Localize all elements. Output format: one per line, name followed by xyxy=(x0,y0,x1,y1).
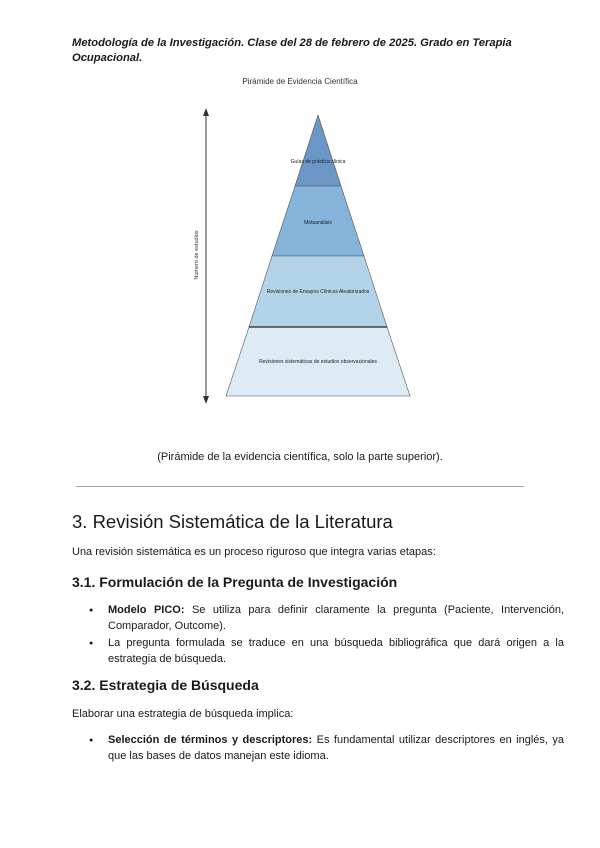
pyramid-label-3: Revisiones de Ensayos Clínicos Aleatorizados xyxy=(266,289,370,295)
section-divider xyxy=(76,486,524,487)
pyramid-level-1 xyxy=(295,115,341,186)
pyramid-label-4: Revisiones sistemáticas de estudios observacionales xyxy=(259,359,377,365)
pyramid-label-2: Metaanálisis xyxy=(304,220,332,226)
section-3-2-heading: 3.2. Estrategia de Búsqueda xyxy=(72,677,259,693)
list-item: ● Selección de términos y descriptores: Es fundamental utilizar descriptores en inglés, ya que las bases de datos manejan este idioma. xyxy=(108,733,564,764)
section-3-1-list xyxy=(72,603,564,669)
section-3-1-heading: 3.1. Formulación de la Pregunta de Investigación xyxy=(72,574,398,590)
section-3-2-list xyxy=(72,733,564,766)
axis-arrow-down xyxy=(203,396,209,404)
figure-title: Pirámide de Evidencia Científica xyxy=(242,77,358,86)
section-3-intro: Una revisión sistemática es un proceso riguroso que integra varias etapas: xyxy=(72,546,436,558)
section-3-2-intro: Elaborar una estrategia de búsqueda implica: xyxy=(72,708,294,720)
figure-caption: (Pirámide de la evidencia científica, solo la parte superior). xyxy=(157,451,443,463)
list-item: ● Modelo PICO: Se utiliza para definir claramente la pregunta (Paciente, Intervención, Comparador, Outcome). xyxy=(108,603,564,634)
section-3-heading: 3. Revisión Sistemática de la Literatura xyxy=(72,511,393,532)
document-header: Metodología de la Investigación. Clase del 28 de febrero de 2025. Grado en Terapia Ocupacional. xyxy=(72,37,512,64)
axis-arrow-up xyxy=(203,108,209,116)
axis-label: Número de estudios xyxy=(194,230,200,280)
pyramid-label-1: Guías de práctica clínica xyxy=(290,159,346,165)
list-item: ● La pregunta formulada se traduce en una búsqueda bibliográfica que dará origen a la estrategia de búsqueda. xyxy=(108,636,564,667)
